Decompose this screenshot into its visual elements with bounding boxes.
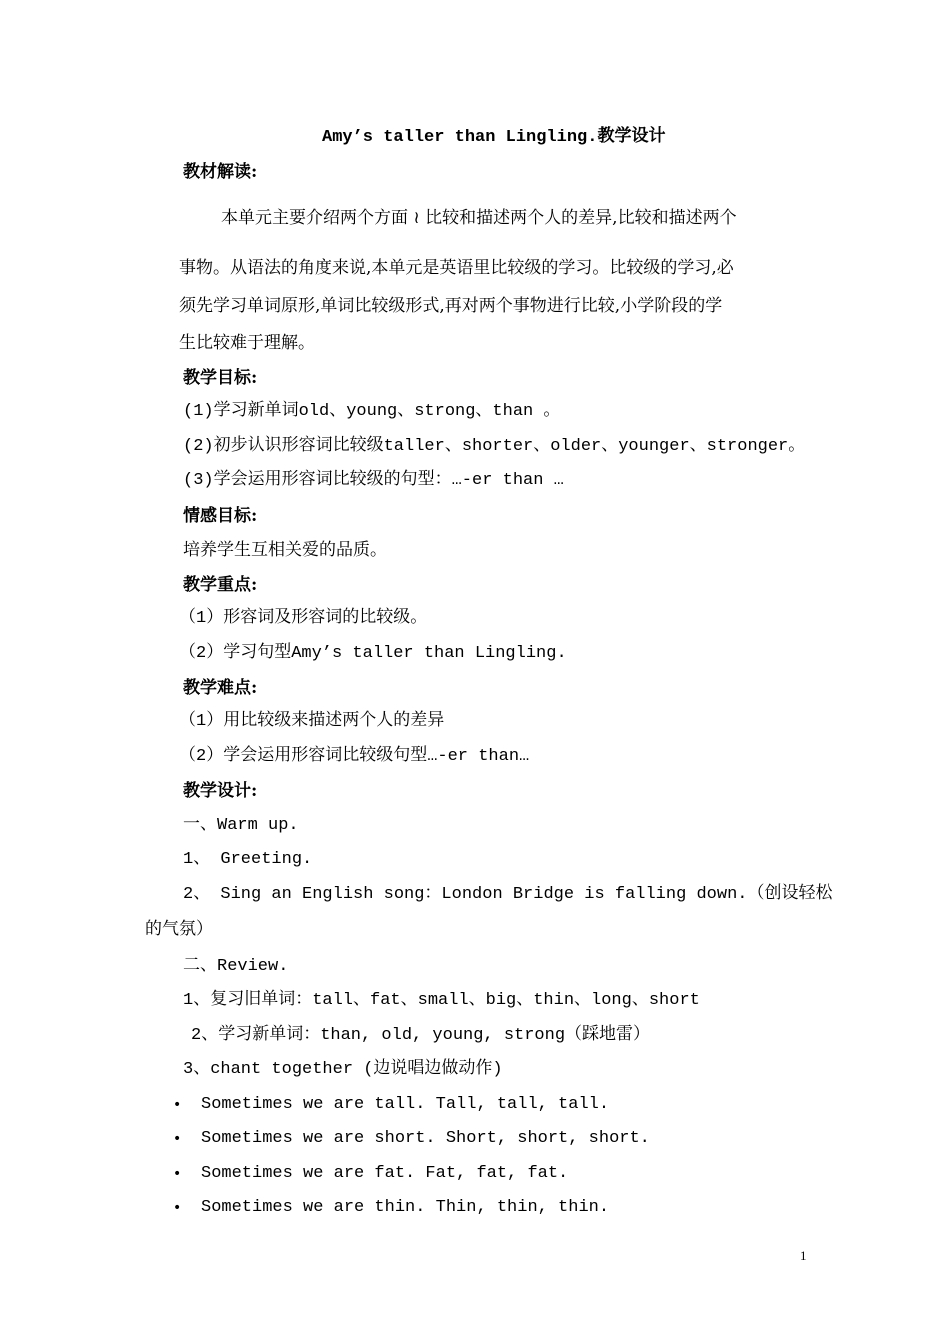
step-item: 2、学习新单词：than, old, young, strong（踩地雷） [191,1026,651,1045]
step-heading: 二、Review. [183,957,289,976]
heading-material: 教材解读: [183,162,258,182]
chant-line: Sometimes we are fat. Fat, fat, fat. [201,1164,569,1183]
bullet-icon: • [173,1131,182,1147]
chant-line: Sometimes we are tall. Tall, tall, tall. [201,1095,610,1114]
paragraph-line: 事物。从语法的角度来说,本单元是英语里比较级的学习。比较级的学习,必 [179,258,734,278]
heading-difficulty: 教学难点: [183,678,258,698]
step-item: 2、 Sing an English song：London Bridge is falling down.（创设轻松 [183,885,833,904]
page-number: 1 [800,1248,807,1263]
chant-line: Sometimes we are short. Short, short, short. [201,1129,650,1148]
goal-item: (3)学会运用形容词比较级的句型：…-er than … [183,471,564,490]
heading-design: 教学设计: [183,781,258,801]
paragraph-line: 须先学习单词原形,单词比较级形式,再对两个事物进行比较,小学阶段的学 [179,296,723,316]
difficulty-item: （1）用比较级来描述两个人的差异 [179,712,445,731]
bullet-icon: • [173,1200,182,1216]
step-heading: 一、Warm up. [183,816,299,835]
paragraph-line: 本单元主要介绍两个方面 ≀ 比较和描述两个人的差异,比较和描述两个 [221,208,737,228]
focus-item: （2）学习句型Amy’s taller than Lingling. [179,644,567,663]
heading-goals: 教学目标: [183,368,258,388]
step-item-continuation: 的气氛） [145,921,213,940]
paragraph-line: 生比较难于理解。 [179,333,315,353]
goal-item: (2)初步认识形容词比较级taller、shorter、older、younger、stronger。 [183,437,806,456]
step-item: 1、 Greeting. [183,850,313,869]
difficulty-item: （2）学会运用形容词比较级句型…-er than… [179,747,530,766]
step-item: 1、复习旧单词：tall、fat、small、big、thin、long、short [183,991,700,1010]
heading-emotion: 情感目标: [183,506,258,526]
step-item: 3、chant together (边说唱边做动作) [183,1060,503,1079]
goal-item: (1)学习新单词old、young、strong、than 。 [183,402,561,421]
document-title: Amy’s taller than Lingling.教学设计 [322,128,666,147]
bullet-icon: • [173,1097,182,1113]
heading-focus: 教学重点: [183,575,258,595]
bullet-icon: • [173,1166,182,1182]
chant-line: Sometimes we are thin. Thin, thin, thin. [201,1198,610,1217]
emotion-text: 培养学生互相关爱的品质。 [183,540,387,560]
focus-item: （1）形容词及形容词的比较级。 [179,609,428,628]
